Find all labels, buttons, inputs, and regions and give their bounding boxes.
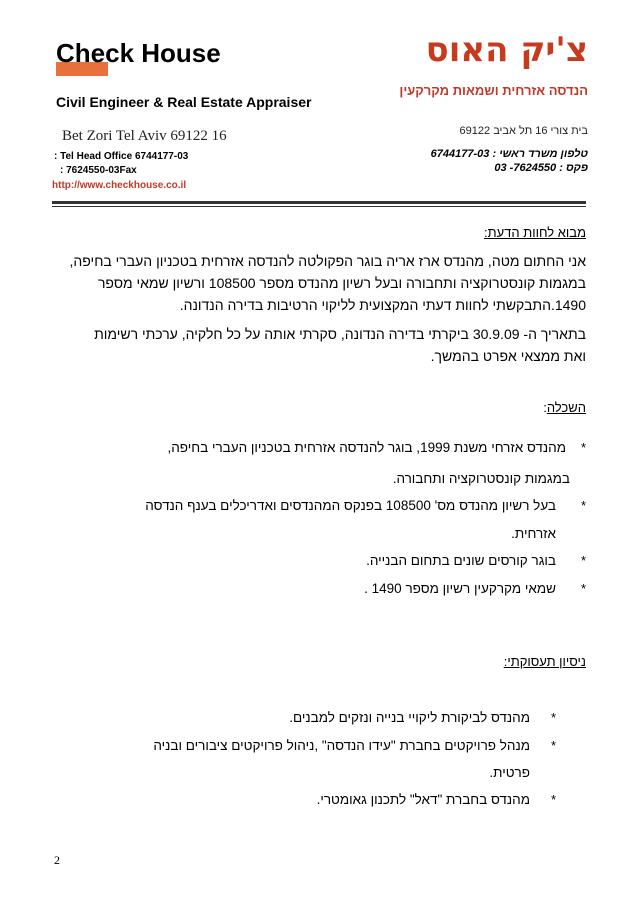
phone-hebrew: טלפון משרד ראשי : 6744177-03 bbox=[430, 148, 588, 160]
bullet-star-icon: * bbox=[580, 581, 586, 596]
bullet-star-icon: * bbox=[580, 440, 586, 455]
company-logo-hebrew: צ'יק האוס bbox=[425, 30, 588, 70]
bullet-star-icon: * bbox=[550, 738, 556, 753]
address-hebrew: בית צורי 16 תל אביב 69122 bbox=[459, 125, 588, 137]
list-item bbox=[66, 495, 586, 516]
education-heading bbox=[543, 400, 586, 415]
bullet-star-icon: * bbox=[580, 553, 586, 568]
bullet-star-icon: * bbox=[580, 498, 586, 513]
list-item bbox=[66, 550, 586, 571]
list-item bbox=[66, 789, 586, 810]
experience-title: ניסיון תעסוקתי: bbox=[503, 654, 586, 669]
phone-english: : Tel Head Office 6744177-03 bbox=[54, 151, 189, 162]
company-subtitle-hebrew: הנדסה אזרחית ושמאות מקרקעין bbox=[399, 83, 588, 98]
company-subtitle-english: Civil Engineer & Real Estate Appraiser bbox=[56, 94, 312, 110]
list-item bbox=[66, 707, 586, 728]
visit-paragraph bbox=[46, 323, 586, 367]
bullet-star-icon: * bbox=[550, 710, 556, 725]
fax-english: : 7624550-03Fax bbox=[60, 165, 137, 176]
education-item-text: בעל רשיון מהנדס מס' 108500 בפנקס המהנדסים ואדריכלים בענף הנדסה bbox=[145, 498, 556, 513]
page-number: 2 bbox=[54, 853, 60, 867]
website-link[interactable]: http://www.checkhouse.co.il bbox=[52, 180, 187, 191]
experience-item-text: מהנדס לביקורת ליקויי בנייה ונזקים למבנים. bbox=[289, 710, 530, 725]
intro-line: במגמות קונסטרוקציה ותחבורה ובעל רשיון מהנדס מספר 108500 ורשיון שמאי מספר bbox=[97, 275, 586, 291]
list-item bbox=[66, 735, 586, 756]
intro-title: מבוא לחוות הדעת: bbox=[484, 225, 586, 240]
education-item-continuation: במגמות קונסטרוקציה ותחבורה. bbox=[392, 471, 570, 486]
visit-line: ואת ממצאי אפרט בהמשך. bbox=[430, 348, 586, 364]
education-title: השכלה bbox=[546, 400, 586, 415]
education-item-text: שמאי מקרקעין רשיון מספר 1490 . bbox=[364, 581, 556, 596]
bullet-star-icon: * bbox=[550, 792, 556, 807]
list-item bbox=[86, 437, 586, 458]
experience-item-text: מהנדס בחברת "דאל" לתכנון גאומטרי. bbox=[316, 792, 530, 807]
intro-line: 1490.התבקשתי לחוות דעתי המקצועית לליקוי הרטיבות בדירה הנדונה. bbox=[179, 297, 586, 313]
list-item bbox=[66, 578, 586, 599]
header-divider-thin bbox=[52, 206, 586, 207]
intro-paragraph bbox=[46, 250, 586, 316]
experience-item-continuation: פרטית. bbox=[489, 765, 530, 780]
address-english: Bet Zori Tel Aviv 69122 16 bbox=[62, 128, 227, 144]
company-logo-english: Check House bbox=[56, 38, 221, 68]
education-item-text: מהנדס אזרחי משנת 1999, בוגר להנדסה אזרחית בטכניון העברי בחיפה, bbox=[167, 440, 566, 455]
education-item-text: בוגר קורסים שונים בתחום הבנייה. bbox=[366, 553, 556, 568]
header-divider-thick bbox=[52, 201, 586, 204]
education-item-continuation: אזרחית. bbox=[511, 526, 556, 541]
experience-item-text: מנהל פרויקטים בחברת "עידו הנדסה" ,ניהול פרויקטים ציבורים ובניה bbox=[153, 738, 530, 753]
fax-hebrew: פקס : 7624550- 03 bbox=[494, 162, 588, 174]
intro-line: אני החתום מטה, מהנדס ארז אריה בוגר הפקולטה להנדסה אזרחית בטכניון העברי בחיפה, bbox=[69, 253, 586, 269]
visit-line: בתאריך ה- 30.9.09 ביקרתי בדירה הנדונה, סקרתי אותה על כל חלקיה, ערכתי רשימות bbox=[94, 326, 586, 342]
education-title-colon: : bbox=[543, 400, 547, 415]
